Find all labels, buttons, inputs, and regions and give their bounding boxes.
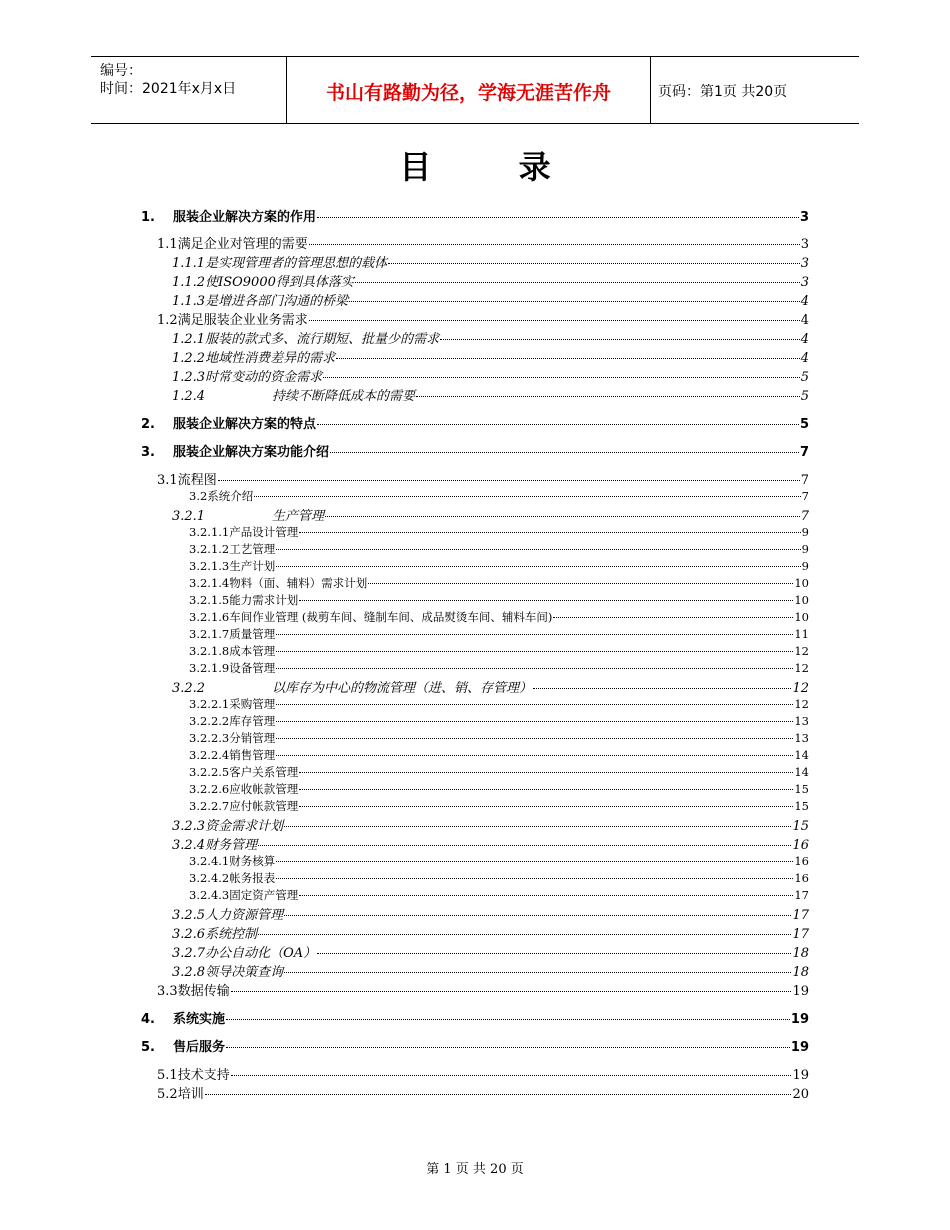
toc-entry-page: 19 bbox=[792, 1068, 809, 1083]
toc-entry[interactable] bbox=[172, 366, 809, 385]
toc-entry-title: 客户关系管理 bbox=[229, 765, 299, 779]
toc-entry-number: 3.2.1.6 bbox=[189, 610, 230, 624]
toc-entry-page: 13 bbox=[794, 731, 809, 745]
toc-entry[interactable] bbox=[189, 853, 809, 869]
toc-leader-dots bbox=[309, 320, 800, 321]
toc-entry-page: 3 bbox=[799, 210, 809, 225]
toc-entry-page: 12 bbox=[792, 681, 809, 696]
toc-entry[interactable] bbox=[189, 764, 809, 780]
toc-leader-dots bbox=[325, 516, 800, 517]
toc-leader-dots bbox=[299, 789, 793, 790]
toc-entry-title: 采购管理 bbox=[229, 697, 276, 711]
toc-entry-number: 3.2.1.1 bbox=[189, 525, 230, 539]
header-motto: 书山有路勤为径，学海无涯苦作舟 bbox=[325, 82, 611, 104]
toc-entry-title: 是增进各部门沟通的桥梁 bbox=[205, 294, 349, 309]
toc-entry-title: 领导决策查询 bbox=[205, 965, 284, 980]
toc-entry-title: 满足服装企业业务需求 bbox=[177, 313, 308, 328]
page-footer: 第 1 页 共 20 页 bbox=[426, 1162, 524, 1177]
toc-entry-page: 3 bbox=[800, 275, 809, 290]
toc-entry-number: 2. bbox=[141, 417, 155, 432]
toc-entry-title: 能力需求计划 bbox=[229, 593, 299, 607]
time-label: 时间：2021年x月x日 bbox=[100, 81, 237, 97]
toc-entry-number: 3.2.1 bbox=[172, 509, 206, 524]
toc-leader-dots bbox=[284, 826, 791, 827]
toc-entry[interactable] bbox=[141, 441, 809, 460]
toc-entry-title: 分销管理 bbox=[229, 731, 276, 745]
toc-leader-dots bbox=[284, 915, 791, 916]
toc-entry-page: 5 bbox=[799, 417, 809, 432]
toc-entry-title: 财务核算 bbox=[229, 854, 276, 868]
toc-entry-number: 3.2 bbox=[189, 489, 208, 503]
toc-leader-dots bbox=[553, 617, 793, 618]
toc-entry-title: 产品设计管理 bbox=[229, 525, 299, 539]
toc-entry[interactable] bbox=[189, 730, 809, 746]
toc-entry-title: 财务管理 bbox=[205, 838, 258, 853]
toc-entry-title: 满足企业对管理的需要 bbox=[177, 237, 308, 252]
toc-entry[interactable] bbox=[172, 961, 809, 980]
toc-entry-title: 销售管理 bbox=[229, 748, 276, 762]
toc-leader-dots bbox=[336, 358, 800, 359]
toc-leader-dots bbox=[276, 634, 793, 635]
toc-leader-dots bbox=[349, 301, 800, 302]
toc-leader-dots bbox=[258, 845, 791, 846]
toc-entry-number: 4. bbox=[141, 1012, 155, 1027]
toc-entry-page: 9 bbox=[801, 559, 809, 573]
toc-entry-number: 3.2.1.7 bbox=[189, 627, 230, 641]
toc-entry-title: 车间作业管理 (裁剪车间、缝制车间、成品熨烫车间、辅料车间) bbox=[229, 610, 553, 624]
toc-entry-title: 培训 bbox=[177, 1087, 204, 1102]
toc-entry-title: 生产计划 bbox=[229, 559, 276, 573]
toc-entry-title: 持续不断降低成本的需要 bbox=[272, 389, 416, 404]
toc-entry-page: 15 bbox=[794, 799, 809, 813]
toc-leader-dots bbox=[254, 496, 800, 497]
toc-entry-title: 库存管理 bbox=[229, 714, 276, 728]
toc-entry[interactable] bbox=[189, 660, 809, 676]
toc-entry[interactable] bbox=[172, 347, 809, 366]
toc-entry-number: 3.2.2.7 bbox=[189, 799, 230, 813]
toc-entry-number: 3. bbox=[141, 445, 155, 460]
toc-leader-dots bbox=[323, 377, 800, 378]
toc-entry-number: 3.2.1.3 bbox=[189, 559, 230, 573]
toc-entry-page: 4 bbox=[800, 332, 809, 347]
toc-entry[interactable] bbox=[141, 413, 809, 432]
toc-entry-number: 5.1 bbox=[157, 1068, 178, 1083]
toc-leader-dots bbox=[317, 217, 799, 218]
toc-entry-number: 3.2.3 bbox=[172, 819, 206, 834]
toc-entry-title: 资金需求计划 bbox=[205, 819, 284, 834]
toc-leader-dots bbox=[226, 1019, 790, 1020]
toc-entry[interactable] bbox=[172, 923, 809, 942]
toc-entry[interactable] bbox=[141, 206, 809, 225]
toc-entry-page: 7 bbox=[799, 445, 809, 460]
header-meta-cell bbox=[91, 57, 286, 123]
toc-entry-number: 3.2.1.9 bbox=[189, 661, 230, 675]
toc-entry[interactable] bbox=[172, 290, 809, 309]
toc-entry-title: 售后服务 bbox=[173, 1040, 226, 1055]
toc-entry-title: 设备管理 bbox=[229, 661, 276, 675]
toc-entry-page: 14 bbox=[794, 748, 809, 762]
toc-entry-title: 时常变动的资金需求 bbox=[205, 370, 323, 385]
toc-entry-title: 系统控制 bbox=[205, 927, 258, 942]
toc-entry-number: 3.2.2.2 bbox=[189, 714, 230, 728]
toc-entry[interactable] bbox=[189, 870, 809, 886]
toc-leader-dots bbox=[231, 1075, 792, 1076]
toc-entry-title: 固定资产管理 bbox=[229, 888, 299, 902]
toc-entry-page: 10 bbox=[794, 610, 809, 624]
toc-entry-page: 4 bbox=[800, 351, 809, 366]
toc-leader-dots bbox=[284, 972, 791, 973]
toc-leader-dots bbox=[226, 1047, 790, 1048]
toc-leader-dots bbox=[355, 282, 800, 283]
toc-leader-dots bbox=[276, 704, 793, 705]
toc-entry-title: 成本管理 bbox=[229, 644, 276, 658]
toc-leader-dots bbox=[205, 1094, 792, 1095]
toc-entry-number: 3.2.1.5 bbox=[189, 593, 230, 607]
toc-leader-dots bbox=[218, 480, 800, 481]
toc-leader-dots bbox=[309, 244, 800, 245]
toc-entry-number: 1.2.1 bbox=[172, 332, 206, 347]
toc-leader-dots bbox=[258, 934, 791, 935]
toc-entry[interactable] bbox=[141, 1008, 809, 1027]
toc-entry[interactable] bbox=[189, 488, 809, 504]
toc-leader-dots bbox=[317, 424, 799, 425]
toc-entry[interactable] bbox=[157, 233, 809, 252]
toc-entry-page: 11 bbox=[794, 627, 809, 641]
toc-entry-number: 1.2.3 bbox=[172, 370, 206, 385]
toc-entry-title: 应付帐款管理 bbox=[229, 799, 299, 813]
toc-entry[interactable] bbox=[172, 385, 809, 404]
toc-entry[interactable] bbox=[172, 677, 809, 696]
toc-entry-title: 生产管理 bbox=[272, 509, 325, 524]
toc-entry-number: 1. bbox=[141, 210, 155, 225]
toc-entry-number: 5. bbox=[141, 1040, 155, 1055]
toc-leader-dots bbox=[440, 339, 800, 340]
toc-entry-number: 1.1.2 bbox=[172, 275, 206, 290]
toc-entry-page: 16 bbox=[794, 854, 809, 868]
toc-entry-number: 3.2.1.4 bbox=[189, 576, 230, 590]
toc-entry-number: 1.2 bbox=[157, 313, 178, 328]
toc-entry[interactable] bbox=[189, 781, 809, 797]
page-header bbox=[91, 56, 859, 124]
page-title: 目 录 bbox=[399, 148, 589, 186]
toc-entry-page: 7 bbox=[800, 509, 809, 524]
toc-entry-number: 3.2.2 bbox=[172, 681, 206, 696]
toc-entry[interactable] bbox=[157, 1064, 809, 1083]
toc-entry-page: 4 bbox=[800, 313, 809, 328]
toc-entry-title: 使ISO9000得到具体落实 bbox=[205, 275, 354, 290]
toc-entry-title: 服装企业解决方案的特点 bbox=[173, 417, 317, 432]
toc-entry-number: 3.2.4 bbox=[172, 838, 206, 853]
toc-entry-title: 服装企业解决方案的作用 bbox=[173, 210, 317, 225]
toc-entry-number: 3.2.2.4 bbox=[189, 748, 230, 762]
toc-leader-dots bbox=[299, 895, 793, 896]
toc-entry[interactable] bbox=[172, 904, 809, 923]
toc-entry[interactable] bbox=[189, 696, 809, 712]
toc-leader-dots bbox=[416, 396, 800, 397]
toc-entry-page: 12 bbox=[794, 661, 809, 675]
toc-entry-number: 3.2.2.5 bbox=[189, 765, 230, 779]
toc-entry-title: 办公自动化（OA） bbox=[205, 946, 317, 961]
toc-entry[interactable] bbox=[189, 798, 809, 814]
toc-entry-page: 12 bbox=[794, 644, 809, 658]
toc-entry[interactable] bbox=[189, 887, 809, 903]
toc-entry-page: 20 bbox=[792, 1087, 809, 1102]
header-page-cell bbox=[650, 57, 859, 123]
toc-entry[interactable] bbox=[172, 834, 809, 853]
toc-entry-page: 9 bbox=[801, 525, 809, 539]
toc-leader-dots bbox=[299, 532, 800, 533]
toc-leader-dots bbox=[299, 806, 793, 807]
toc-entry-title: 人力资源管理 bbox=[205, 908, 284, 923]
toc-leader-dots bbox=[317, 953, 791, 954]
toc-entry-page: 17 bbox=[792, 908, 809, 923]
toc-entry-page: 7 bbox=[801, 489, 809, 503]
toc-leader-dots bbox=[276, 861, 793, 862]
toc-entry-page: 15 bbox=[794, 782, 809, 796]
toc-entry-page: 12 bbox=[794, 697, 809, 711]
toc-entry-title: 以库存为中心的物流管理（进、销、存管理） bbox=[272, 681, 533, 696]
toc-leader-dots bbox=[368, 583, 793, 584]
toc-entry-page: 10 bbox=[794, 576, 809, 590]
toc-entry[interactable] bbox=[189, 713, 809, 729]
toc-entry-title: 服装的款式多、流行期短、批量少的需求 bbox=[205, 332, 440, 347]
toc-entry-number: 3.2.8 bbox=[172, 965, 206, 980]
toc-entry-title: 数据传输 bbox=[177, 984, 230, 999]
toc-entry[interactable] bbox=[189, 643, 809, 659]
toc-entry[interactable] bbox=[157, 469, 809, 488]
toc-entry-page: 19 bbox=[790, 1012, 809, 1027]
toc-entry-number: 1.1 bbox=[157, 237, 178, 252]
toc-entry-number: 3.2.2.6 bbox=[189, 782, 230, 796]
toc-entry-title: 物料（面、辅料）需求计划 bbox=[229, 576, 368, 590]
toc-entry[interactable] bbox=[189, 575, 809, 591]
toc-entry-page: 15 bbox=[792, 819, 809, 834]
toc-entry-page: 18 bbox=[792, 946, 809, 961]
toc-entry[interactable] bbox=[189, 747, 809, 763]
toc-entry[interactable] bbox=[172, 942, 809, 961]
toc-leader-dots bbox=[276, 651, 793, 652]
toc-entry-page: 4 bbox=[800, 294, 809, 309]
toc-entry-page: 17 bbox=[794, 888, 809, 902]
toc-entry-page: 16 bbox=[792, 838, 809, 853]
toc-entry-page: 5 bbox=[800, 389, 809, 404]
toc-entry-number: 3.2.1.2 bbox=[189, 542, 230, 556]
toc-entry[interactable] bbox=[172, 328, 809, 347]
toc-entry[interactable] bbox=[189, 592, 809, 608]
toc-entry-title: 系统介绍 bbox=[207, 489, 254, 503]
header-page-label: 页码：第1页 共20页 bbox=[658, 84, 788, 100]
toc-entry-number: 3.2.1.8 bbox=[189, 644, 230, 658]
toc-entry-title: 流程图 bbox=[177, 473, 217, 488]
toc-entry-title: 技术支持 bbox=[177, 1068, 230, 1083]
toc-entry[interactable] bbox=[141, 1036, 809, 1055]
toc-entry-number: 3.1 bbox=[157, 473, 178, 488]
toc-entry-number: 3.2.2.3 bbox=[189, 731, 230, 745]
toc-leader-dots bbox=[276, 668, 793, 669]
toc-entry[interactable] bbox=[157, 980, 809, 999]
toc-entry[interactable] bbox=[157, 1083, 809, 1102]
toc-leader-dots bbox=[299, 772, 793, 773]
toc-entry[interactable] bbox=[172, 252, 809, 271]
toc-entry[interactable] bbox=[189, 626, 809, 642]
toc-leader-dots bbox=[299, 600, 793, 601]
toc-leader-dots bbox=[388, 263, 800, 264]
toc-entry-number: 3.2.4.2 bbox=[189, 871, 230, 885]
toc-entry-number: 3.2.7 bbox=[172, 946, 206, 961]
toc-entry-page: 13 bbox=[794, 714, 809, 728]
toc-entry-number: 3.2.5 bbox=[172, 908, 206, 923]
toc-entry-number: 3.2.4.3 bbox=[189, 888, 230, 902]
toc-entry-page: 19 bbox=[792, 984, 809, 999]
toc-leader-dots bbox=[533, 688, 791, 689]
toc-entry-number: 3.2.4.1 bbox=[189, 854, 230, 868]
toc-entry[interactable] bbox=[172, 505, 809, 524]
toc-entry-page: 3 bbox=[800, 256, 809, 271]
toc-entry-number: 1.2.4 bbox=[172, 389, 206, 404]
toc-entry-number: 5.2 bbox=[157, 1087, 178, 1102]
toc-entry[interactable] bbox=[172, 271, 809, 290]
toc-entry-number: 1.1.1 bbox=[172, 256, 206, 271]
toc-entry-title: 工艺管理 bbox=[229, 542, 276, 556]
toc-entry-number: 1.1.3 bbox=[172, 294, 206, 309]
toc-entry-page: 3 bbox=[800, 237, 809, 252]
toc-leader-dots bbox=[276, 566, 800, 567]
toc-leader-dots bbox=[276, 738, 793, 739]
toc-entry-title: 地域性消费差异的需求 bbox=[205, 351, 336, 366]
toc-entry[interactable] bbox=[189, 541, 809, 557]
toc-entry-page: 5 bbox=[800, 370, 809, 385]
toc-entry-number: 3.2.6 bbox=[172, 927, 206, 942]
toc-entry-page: 19 bbox=[790, 1040, 809, 1055]
toc-leader-dots bbox=[276, 755, 793, 756]
toc-leader-dots bbox=[276, 721, 793, 722]
toc-entry-title: 质量管理 bbox=[229, 627, 276, 641]
header-motto-cell bbox=[286, 57, 651, 123]
toc-entry-page: 16 bbox=[794, 871, 809, 885]
toc-entry[interactable] bbox=[172, 815, 809, 834]
toc-entry-page: 17 bbox=[792, 927, 809, 942]
toc-entry-number: 1.2.2 bbox=[172, 351, 206, 366]
toc-leader-dots bbox=[276, 549, 800, 550]
toc-entry-title: 服装企业解决方案功能介绍 bbox=[173, 445, 330, 460]
toc-entry-title: 帐务报表 bbox=[229, 871, 276, 885]
toc-entry[interactable] bbox=[189, 558, 809, 574]
toc-leader-dots bbox=[231, 991, 792, 992]
toc-entry[interactable] bbox=[157, 309, 809, 328]
toc-entry-page: 10 bbox=[794, 593, 809, 607]
toc-entry-page: 7 bbox=[800, 473, 809, 488]
toc-entry-title: 是实现管理者的管理思想的载体 bbox=[205, 256, 388, 271]
toc-entry-title: 系统实施 bbox=[173, 1012, 226, 1027]
toc-entry[interactable] bbox=[189, 609, 809, 625]
toc-entry-number: 3.3 bbox=[157, 984, 178, 999]
toc-entry-title: 应收帐款管理 bbox=[229, 782, 299, 796]
toc-leader-dots bbox=[330, 452, 799, 453]
toc-entry-page: 9 bbox=[801, 542, 809, 556]
toc-entry-page: 14 bbox=[794, 765, 809, 779]
toc-entry-number: 3.2.2.1 bbox=[189, 697, 230, 711]
number-label: 编号： bbox=[100, 63, 142, 79]
toc-leader-dots bbox=[276, 878, 793, 879]
toc-entry[interactable] bbox=[189, 524, 809, 540]
toc-entry-page: 18 bbox=[792, 965, 809, 980]
